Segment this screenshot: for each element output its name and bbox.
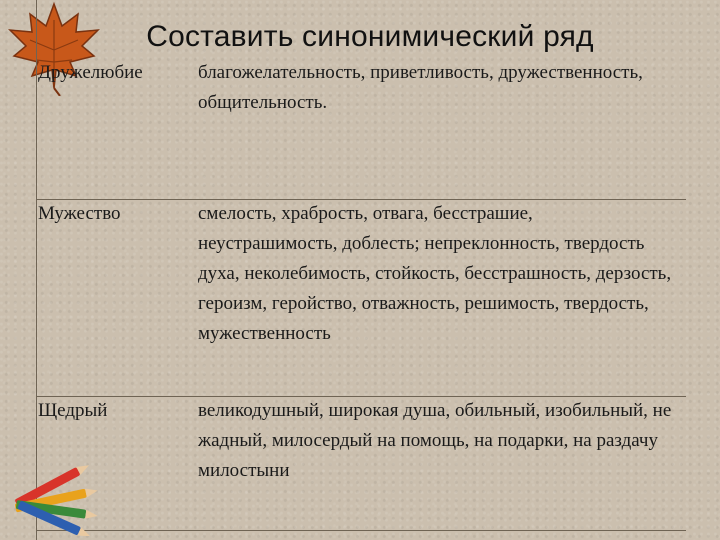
term-cell: Дружелюбие <box>38 62 143 83</box>
synonyms-cell: благожелательность, приветливость, дружественность, общительность. <box>198 62 643 113</box>
term-cell: Щедрый <box>38 400 108 421</box>
table-row <box>36 396 686 531</box>
synonyms-cell: великодушный, широкая душа, обильный, изобильный, не жадный, милосердый на помощь, на подарки, на раздачу милостыни <box>198 400 672 481</box>
table-row <box>36 199 686 397</box>
slide-title: Составить синонимический ряд <box>146 20 594 53</box>
synonyms-cell: смелость, храбрость, отвага, бесстрашие, неустрашимость, доблесть; непреклонность, твердость духа, неколебимость, стойкость, бесстрашность, дерзость, героизм, геройство, отважность, решимость, твердость, мужественность <box>198 203 672 344</box>
table-row <box>36 58 686 200</box>
term-cell: Мужество <box>38 203 121 224</box>
crayons-icon <box>4 456 116 536</box>
